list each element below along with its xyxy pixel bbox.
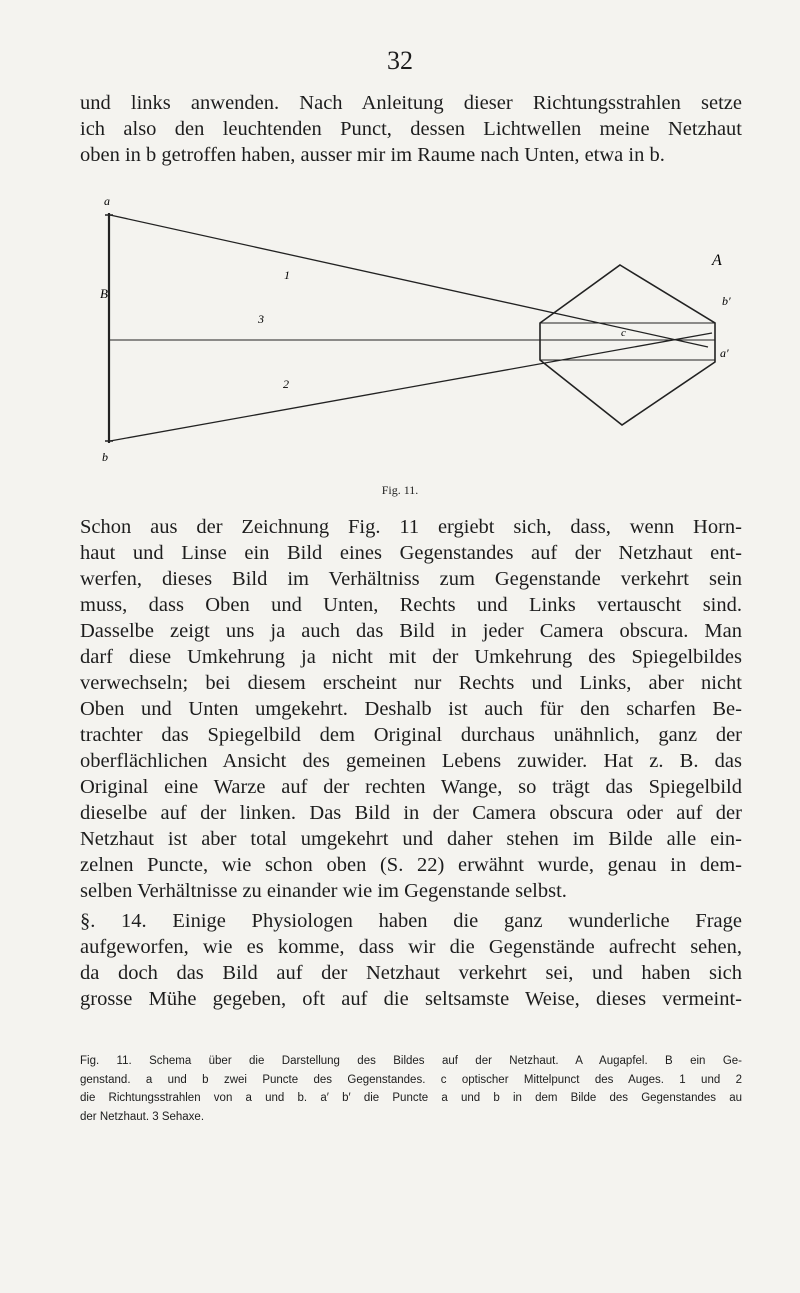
page-number: 32 — [387, 46, 413, 75]
label-a-prime: a′ — [720, 346, 729, 360]
paragraph-section-14 — [80, 908, 742, 1012]
text-line: Schon aus der Zeichnung Fig. 11 ergiebt sich, dass, wenn Horn- — [80, 516, 742, 538]
eye-diagram-figure — [100, 195, 750, 475]
label-B: B — [100, 286, 108, 301]
caption-line: genstand. a und b zwei Puncte des Gegenstandes. c optischer Mittelpunct des Auges. 1 und 2 — [80, 1073, 742, 1086]
caption-line: der Netzhaut. 3 Sehaxe. — [80, 1110, 205, 1123]
caption-line: Fig. 11. Schema über die Darstellung des Bildes auf der Netzhaut. A Augapfel. B ein Ge- — [80, 1055, 742, 1067]
figure-caption — [80, 1052, 742, 1126]
ray-1 — [110, 215, 708, 347]
paragraph-main — [80, 514, 742, 904]
text-line: zelnen Puncte, wie schon oben (S. 22) erwähnt wurde, genau in dem- — [80, 854, 742, 876]
text-line: grosse Mühe gegeben, oft auf die seltsamste Weise, dieses vermeint- — [80, 988, 742, 1010]
text-line: oben in b getroffen haben, ausser mir im Raume nach Unten, etwa in b. — [80, 144, 665, 166]
text-line: darf diese Umkehrung ja nicht mit der Umkehrung des Spiegelbildes — [80, 646, 742, 668]
label-b-prime: b′ — [722, 294, 731, 308]
text-line: verwechseln; bei diesem erscheint nur Rechts und Links, aber nicht — [80, 672, 742, 694]
eyeball-shape — [540, 265, 715, 425]
label-A: A — [712, 252, 722, 269]
text-line: oberflächlichen Ansicht des gemeinen Lebens zuwider. Hat z. B. das — [80, 750, 742, 772]
label-3: 3 — [258, 312, 264, 326]
label-a: a — [104, 195, 110, 208]
text-line: selben Verhältnisse zu einander wie im Gegenstande selbst. — [80, 880, 567, 902]
label-1: 1 — [284, 268, 290, 282]
label-2: 2 — [283, 377, 289, 391]
text-line: §. 14. Einige Physiologen haben die ganz wunderliche Frage — [80, 910, 742, 932]
text-line: trachter das Spiegelbild dem Original durchaus unähnlich, ganz der — [80, 724, 742, 746]
text-line: und links anwenden. Nach Anleitung dieser Richtungsstrahlen setze — [80, 92, 742, 114]
label-b: b — [102, 450, 108, 464]
text-line: da doch das Bild auf der Netzhaut verkehrt sei, und haben sich — [80, 962, 742, 984]
text-line: Dasselbe zeigt uns ja auch das Bild in jeder Camera obscura. Man — [80, 620, 742, 642]
text-line: muss, dass Oben und Unten, Rechts und Links vertauscht sind. — [80, 594, 742, 616]
label-c: c — [621, 327, 626, 339]
text-line: werfen, dieses Bild im Verhältniss zum Gegenstande verkehrt sein — [80, 568, 742, 590]
figure-label: Fig. 11. — [381, 483, 419, 497]
text-line: aufgeworfen, wie es komme, dass wir die Gegenstände aufrecht sehen, — [80, 936, 742, 958]
paragraph-top — [80, 90, 742, 168]
text-line: Original eine Warze auf der rechten Wange, so trägt das Spiegelbild — [80, 776, 742, 798]
caption-line: die Richtungsstrahlen von a und b. a′ b′ die Puncte a und b in dem Bilde des Gegenstandes au — [80, 1092, 742, 1104]
text-line: Netzhaut ist aber total umgekehrt und daher stehen im Bilde alle ein- — [80, 828, 742, 850]
text-line: Oben und Unten umgekehrt. Deshalb ist auch für den scharfen Be- — [80, 698, 742, 720]
text-line: ich also den leuchtenden Punct, dessen Lichtwellen meine Netzhaut — [80, 118, 742, 140]
text-line: dieselbe auf der linken. Das Bild in der Camera obscura oder auf der — [80, 802, 742, 824]
text-line: haut und Linse ein Bild eines Gegenstandes auf der Netzhaut ent- — [80, 542, 742, 564]
